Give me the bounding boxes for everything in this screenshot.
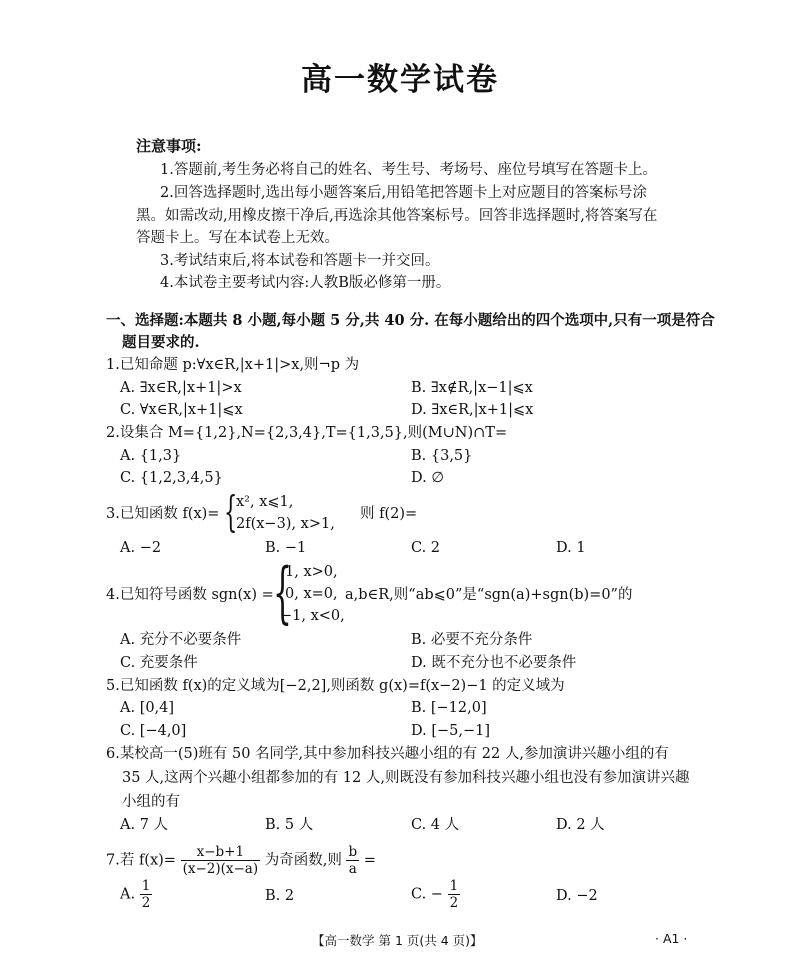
q7-stem-prefix: 7.若 f(x)= bbox=[106, 852, 176, 869]
exam-title: 高一数学试卷 bbox=[301, 62, 499, 98]
q7-option-c bbox=[411, 878, 460, 911]
q3-left-brace: { bbox=[224, 487, 238, 536]
q7-option-a-label: A. bbox=[120, 886, 136, 903]
q7-ratio-denominator: a bbox=[348, 861, 357, 877]
q6-option-b: B. 5 人 bbox=[265, 817, 314, 833]
notice-item-2-line-2: 黑。如需改动,用橡皮擦干净后,再选涂其他答案标号。回答非选择题时,将答案写在 bbox=[136, 208, 658, 224]
q7-option-a-denominator: 2 bbox=[141, 895, 151, 911]
q4-case-1: 1, x>0, bbox=[285, 564, 338, 580]
notice-item-2-line-1: 2.回答选择题时,选出每小题答案后,用铅笔把答题卡上对应题目的答案标号涂 bbox=[160, 185, 648, 201]
q7-option-c-fraction bbox=[448, 878, 461, 911]
q1-option-d: D. ∃x∈R,|x+1|⩽x bbox=[411, 402, 534, 418]
section-heading-line-1: 一、选择题:本题共 8 小题,每小题 5 分,共 40 分. 在每小题给出的四个选项中,只有一项是符合 bbox=[106, 312, 715, 329]
q5-option-c: C. [−4,0] bbox=[120, 723, 187, 739]
q7-stem bbox=[106, 844, 376, 877]
q5-option-b: B. [−12,0] bbox=[411, 700, 487, 716]
q4-tail: a,b∈R,则“ab⩽0”是“sgn(a)+sgn(b)=0”的 bbox=[345, 587, 633, 603]
q7-option-b: B. 2 bbox=[265, 888, 295, 904]
q3-case-1: x², x⩽1, bbox=[236, 494, 294, 510]
q4-option-b: B. 必要不充分条件 bbox=[411, 632, 533, 648]
q7-option-d: D. −2 bbox=[556, 888, 598, 904]
q7-fraction bbox=[181, 844, 261, 877]
q7-option-a-fraction bbox=[140, 878, 153, 911]
q6-option-c: C. 4 人 bbox=[411, 817, 460, 833]
notice-item-1: 1.答题前,考生务必将自己的姓名、考生号、考场号、座位号填写在答题卡上。 bbox=[160, 162, 657, 178]
q7-option-c-denominator: 2 bbox=[449, 895, 459, 911]
q7-stem-suffix: = bbox=[363, 852, 376, 869]
q7-option-c-label: C. − bbox=[411, 886, 443, 903]
q3-option-b: B. −1 bbox=[265, 540, 307, 556]
q1-stem: 1.已知命题 p:∀x∈R,|x+1|>x,则¬p 为 bbox=[106, 357, 360, 373]
q6-stem-line-3: 小组的有 bbox=[122, 794, 180, 810]
q6-stem-line-2: 35 人,这两个兴趣小组都参加的有 12 人,则既没有参加科技兴趣小组也没有参加演讲兴趣 bbox=[122, 770, 690, 786]
q2-option-d: D. ∅ bbox=[411, 470, 444, 486]
page-footer: 【高一数学 第 1 页(共 4 页)】 bbox=[312, 933, 483, 948]
q2-option-b: B. {3,5} bbox=[411, 448, 473, 464]
q4-option-a: A. 充分不必要条件 bbox=[120, 632, 242, 648]
q7-stem-middle: 为奇函数,则 bbox=[264, 852, 342, 869]
q3-tail: 则 f(2)= bbox=[360, 506, 418, 522]
q3-option-a: A. −2 bbox=[120, 540, 162, 556]
notice-item-2-line-3: 答题卡上。写在本试卷上无效。 bbox=[136, 230, 339, 246]
notice-item-4: 4.本试卷主要考试内容:人教B版必修第一册。 bbox=[160, 275, 451, 291]
q2-option-c: C. {1,2,3,4,5} bbox=[120, 470, 223, 486]
q7-option-a-numerator: 1 bbox=[141, 878, 151, 894]
q3-option-c: C. 2 bbox=[411, 540, 441, 556]
q7-fraction-denominator: (x−2)(x−a) bbox=[182, 861, 259, 877]
q4-left-brace: { bbox=[273, 554, 292, 631]
q7-ratio-numerator: b bbox=[348, 844, 358, 860]
q6-stem-line-1: 6.某校高一(5)班有 50 名同学,其中参加科技兴趣小组的有 22 人,参加演讲兴趣小组的有 bbox=[106, 746, 669, 762]
q4-case-3: −1, x<0, bbox=[280, 608, 345, 624]
q4-option-c: C. 充要条件 bbox=[120, 655, 198, 671]
q1-option-b: B. ∃x∉R,|x−1|⩽x bbox=[411, 380, 533, 396]
q2-stem: 2.设集合 M={1,2},N={2,3,4},T={1,3,5},则(M∪N)∩T= bbox=[106, 425, 508, 441]
q7-fraction-numerator: x−b+1 bbox=[181, 844, 261, 861]
q3-case-2: 2f(x−3), x>1, bbox=[236, 516, 335, 532]
notice-item-3: 3.考试结束后,将本试卷和答题卡一并交回。 bbox=[160, 253, 440, 269]
q7-option-c-numerator: 1 bbox=[449, 878, 459, 894]
q5-option-d: D. [−5,−1] bbox=[411, 723, 490, 739]
q5-option-a: A. [0,4] bbox=[120, 700, 175, 716]
q1-option-a: A. ∃x∈R,|x+1|>x bbox=[120, 380, 242, 396]
q4-stem: 4.已知符号函数 sgn(x) = bbox=[106, 587, 274, 603]
section-heading-line-2: 题目要求的. bbox=[122, 334, 200, 351]
q6-option-a: A. 7 人 bbox=[120, 817, 169, 833]
q7-ratio-fraction bbox=[346, 844, 359, 877]
q4-option-d: D. 既不充分也不必要条件 bbox=[411, 655, 577, 671]
notice-heading: 注意事项: bbox=[136, 137, 202, 155]
q1-option-c: C. ∀x∈R,|x+1|⩽x bbox=[120, 402, 243, 418]
q6-option-d: D. 2 人 bbox=[556, 817, 605, 833]
q7-option-a bbox=[120, 878, 152, 911]
q4-case-2: 0, x=0, bbox=[285, 586, 338, 602]
q3-option-d: D. 1 bbox=[556, 540, 586, 556]
page-footer-code: · A1 · bbox=[655, 931, 688, 946]
q5-stem: 5.已知函数 f(x)的定义域为[−2,2],则函数 g(x)=f(x−2)−1 的定义域为 bbox=[106, 678, 565, 694]
q3-stem: 3.已知函数 f(x)= bbox=[106, 506, 220, 522]
q2-option-a: A. {1,3} bbox=[120, 448, 182, 464]
